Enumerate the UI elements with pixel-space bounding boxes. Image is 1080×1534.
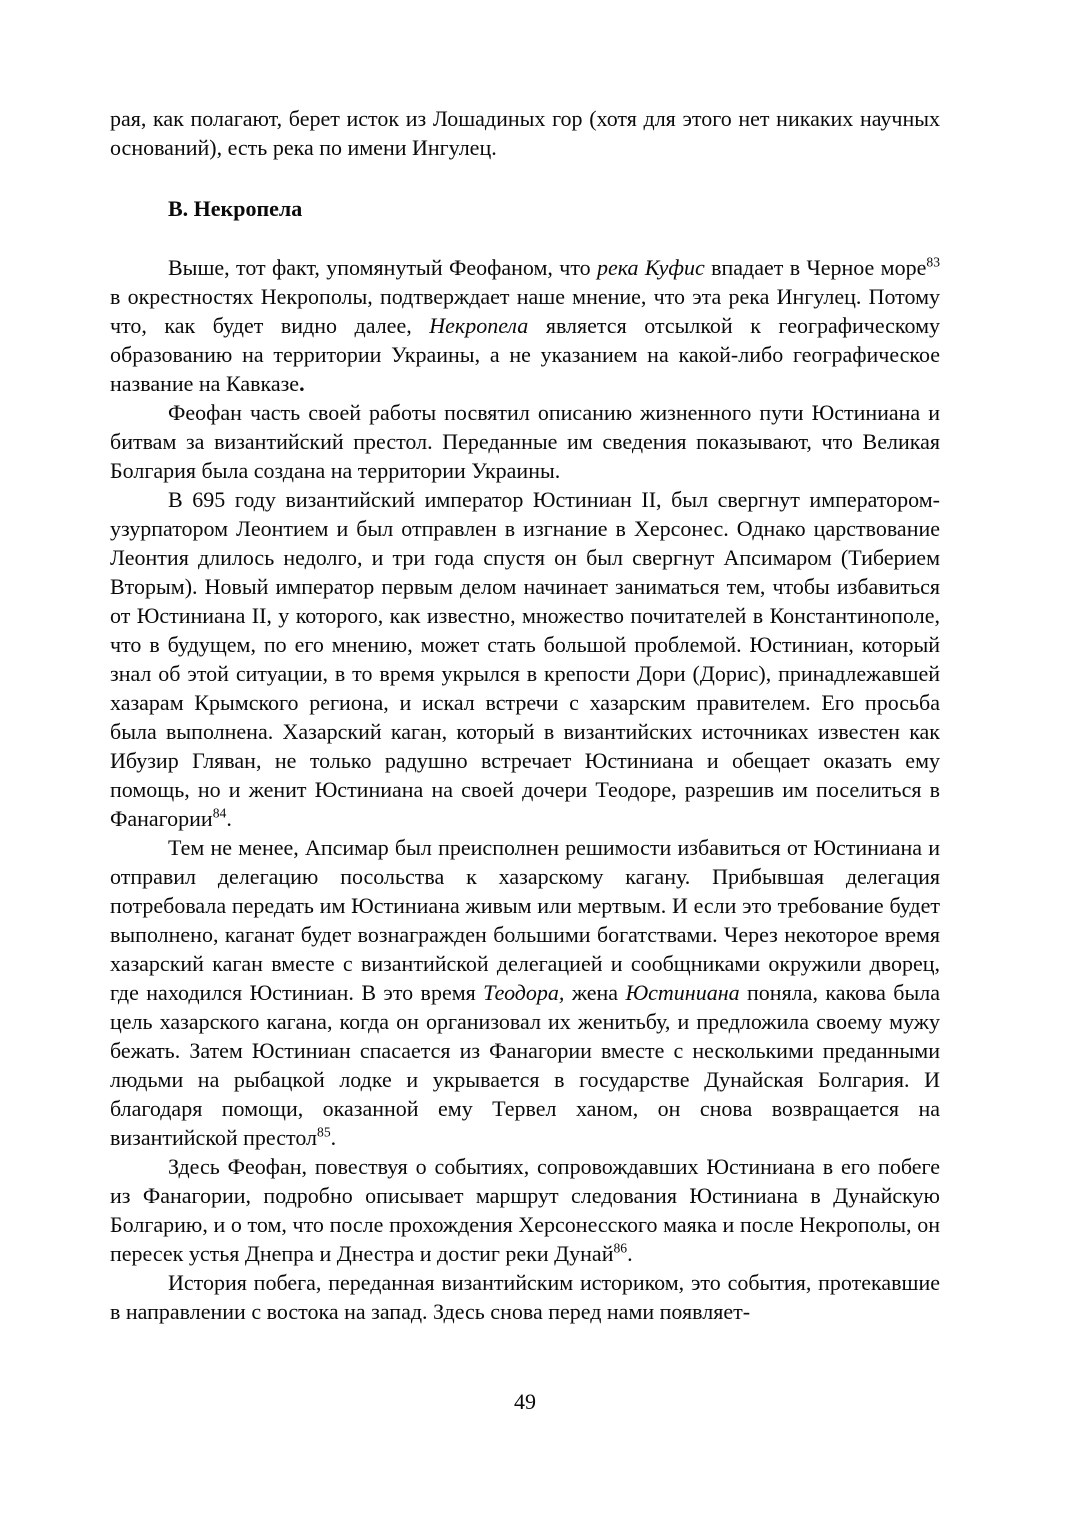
footnote-marker: 83 bbox=[926, 254, 940, 270]
text-run: . bbox=[299, 371, 305, 396]
text-run: является отсылкой к географическому образованию на территории Украины, а не указанием на какой-либо географическое название на Кавказе bbox=[110, 313, 941, 396]
body-paragraph bbox=[110, 1268, 940, 1326]
text-run: В 695 году византийский император Юстиниан II, был свергнут императором-узурпатором Леонтием и был отправлен в изгнание в Херсонес. Однако царствование Леонтия длилось недолго, и три года спустя он был свергнут Апсимаром (Тиберием Вторым). Новый император первым делом начинает заниматься тем, чтобы избавиться от Юстиниана II, у которого, как известно, множество почитателей в Константинополе, что в будущем, по его мнению, может стать большой проблемой. Юстиниан, который знал об этой ситуации, в то время укрылся в крепости Дори (Дорис), принадлежавшей хазарам Крымского региона, и искал встречи с хазарским правителем. Его просьба была выполнена. Хазарский каган, который в византийских источниках известен как Ибузир Гляван, не только радушно встречает Юстиниана и обещает оказать ему помощь, но и женит Юстиниана на своей дочери Теодоре, разрешив им поселиться в Фанагории bbox=[110, 487, 940, 831]
text-run: . bbox=[330, 1125, 337, 1150]
text-run: река Куфис bbox=[597, 255, 705, 280]
page-number: 49 bbox=[514, 1389, 536, 1414]
section-heading: В. Некропела bbox=[168, 196, 303, 221]
body-paragraph bbox=[110, 398, 940, 485]
text-run: Здесь Феофан, повествуя о событиях, сопровождавших Юстиниана в его побеге из Фанагории, подробно описывает маршрут следования Юстиниана в Дунайскую Болгарию, и о том, что после прохождения Херсонесского маяка и после Некрополы, он пересек устья Днепра и Днестра и достиг реки Дунай bbox=[110, 1154, 940, 1266]
text-run: Теодора, bbox=[483, 980, 565, 1005]
body-paragraph bbox=[110, 1152, 940, 1268]
text-run: Феофан часть своей работы посвятил описанию жизненного пути Юстиниана и битвам за византийский престол. Переданные им сведения показывают, что Великая Болгария была создана на территории Украины. bbox=[110, 400, 940, 483]
text-run: поняла, какова была цель хазарского кагана, когда он организовал их женитьбу, и предложила своему мужу бежать. Затем Юстиниан спасается из Фанагории вместе с несколькими преданными людьми на рыбацкой лодке и укрывается в государстве Дунайская Болгария. И благодаря помощи, оказанной ему Тервел ханом, он снова возвращается на византийской престол bbox=[110, 980, 941, 1150]
text-run: в окрестностях Некрополы, подтверждает наше мнение, что эта река Ингулец. Потому что, как будет видно далее, bbox=[110, 284, 940, 338]
footnote-marker: 84 bbox=[212, 805, 227, 821]
text-run: Выше, тот факт, упомянутый Феофаном, что bbox=[168, 255, 598, 280]
text-run: впадает в Черное море bbox=[704, 255, 927, 280]
text-run: жена bbox=[564, 980, 626, 1005]
text-run: рая, как полагают, берет исток из Лошадиных гор (хотя для этого нет никаких научных оснований), есть река по имени Ингулец. bbox=[110, 106, 940, 160]
text-run: . bbox=[226, 806, 232, 831]
continuation-paragraph bbox=[110, 104, 940, 162]
text-run: Юстиниана bbox=[625, 980, 740, 1005]
text-run: Некропела bbox=[429, 313, 529, 338]
body-paragraph bbox=[110, 833, 940, 1152]
footnote-marker: 85 bbox=[317, 1124, 331, 1140]
text-run: Тем не менее, Апсимар был преисполнен решимости избавиться от Юстиниана и отправил делегацию посольства к хазарскому кагану. Прибывшая делегация потребовала передать им Юстиниана живым или мертвым. И если это требование будет выполнено, каганат будет вознагражден большими богатствами. Через некоторое время хазарский каган вместе с византийской делегацией и сообщниками окружили дворец, где находился Юстиниан. В это время bbox=[110, 835, 940, 1005]
body-paragraph bbox=[110, 485, 940, 833]
footnote-marker: 86 bbox=[613, 1240, 628, 1256]
body-paragraph bbox=[110, 253, 940, 398]
text-run: История побега, переданная византийским историком, это события, протекавшие в направлении с востока на запад. Здесь снова перед нами появляет- bbox=[110, 1270, 940, 1324]
text-run: . bbox=[627, 1241, 633, 1266]
